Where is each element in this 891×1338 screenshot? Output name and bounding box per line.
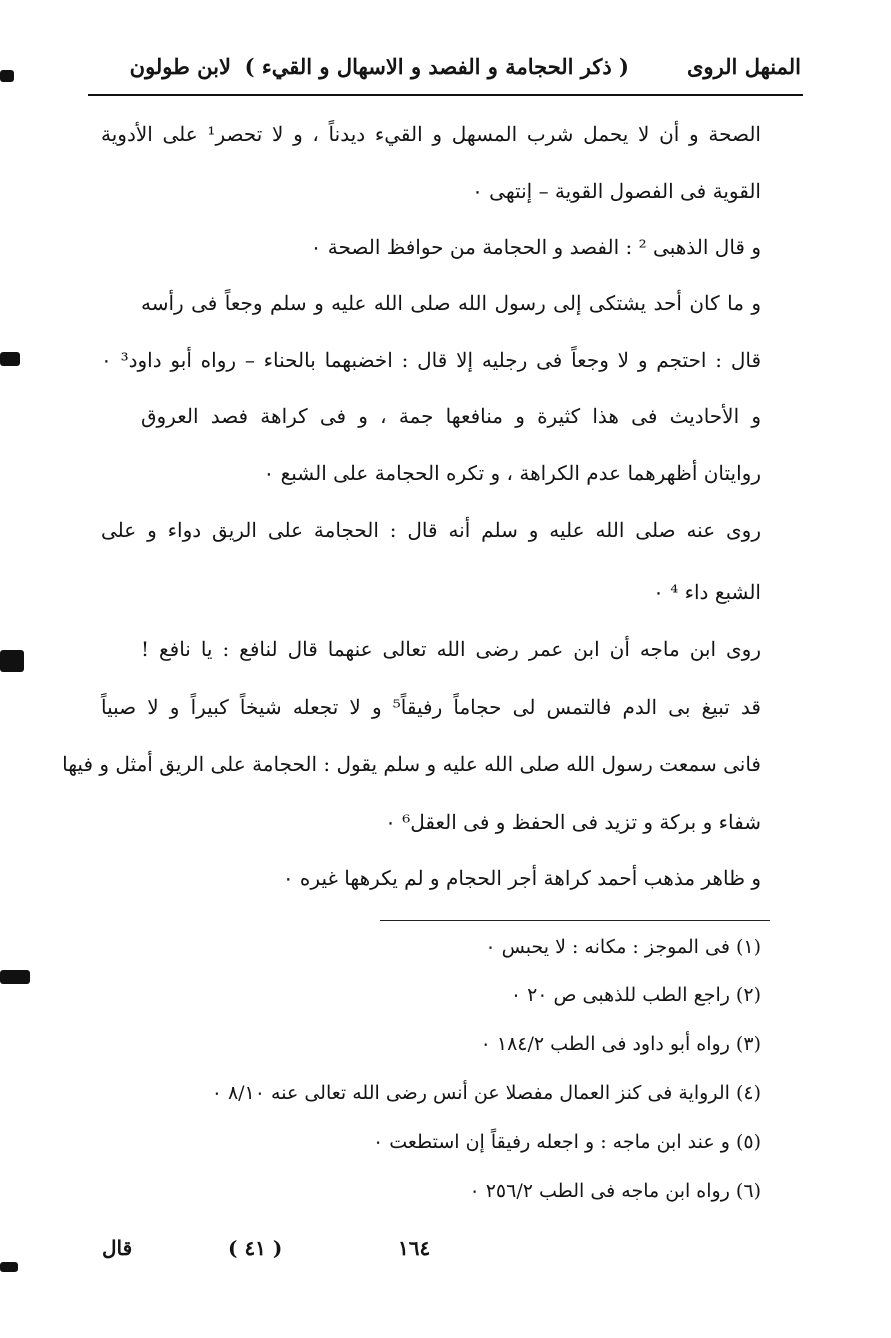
footnote: (٦) رواه ابن ماجه فى الطب ٢٥٦/٢ ٠ (469, 1180, 761, 1202)
book-title: المنهل الروى (686, 54, 801, 79)
scan-edge-mark (0, 650, 24, 672)
body-line: القوية فى الفصول القوية – إنتهى ٠ (472, 179, 761, 203)
footnote-divider (380, 920, 770, 921)
page-number: ١٦٤ (398, 1236, 431, 1260)
footnote: (٢) راجع الطب للذهبى ص ٢٠ ٠ (510, 984, 761, 1006)
body-line: و الأحاديث فى هذا كثيرة و منافعها جمة ، و فى كراهة فصد العروق (141, 404, 761, 428)
scan-edge-mark (0, 970, 30, 984)
body-line: قال : احتجم و لا وجعاً فى رجليه إلا قال : اخضبهما بالحناء – رواه أبو داود³ ٠ (101, 348, 762, 372)
footnote: (١) فى الموجز : مكانه : لا يحبس ٠ (485, 936, 761, 958)
body-line: و ظاهر مذهب أحمد كراهة أجر الحجام و لم يكرهها غيره ٠ (282, 866, 761, 890)
header-divider (88, 94, 803, 96)
author-name: لابن طولون (129, 54, 231, 79)
scan-edge-mark (0, 70, 14, 82)
catchword: قال (102, 1236, 133, 1260)
footnote: (٣) رواه أبو داود فى الطب ١٨٤/٢ ٠ (480, 1033, 761, 1055)
running-head (0, 48, 891, 88)
body-line: شفاء و بركة و تزيد فى الحفظ و فى العقل⁶ ٠ (385, 810, 761, 834)
signature-mark: ( ٤١ ) (228, 1236, 283, 1260)
footnote: (٤) الرواية فى كنز العمال مفصلا عن أنس رضى الله تعالى عنه ٨/١٠ ٠ (211, 1082, 761, 1104)
body-line: روى ابن ماجه أن ابن عمر رضى الله تعالى عنهما قال لنافع : يا نافع ! (141, 637, 761, 661)
section-topic: ( ذكر الحجامة و الفصد و الاسهال و القيء ) (244, 54, 629, 79)
body-line: روايتان أظهرهما عدم الكراهة ، و تكره الحجامة على الشبع ٠ (263, 461, 761, 485)
body-line: فانى سمعت رسول الله صلى الله عليه و سلم يقول : الحجامة على الريق أمثل و فيها (62, 752, 761, 776)
body-line: قد تبيغ بى الدم فالتمس لى حجاماً رفيقاً⁵ و لا تجعله شيخاً كبيراً و لا صبياً (101, 695, 761, 719)
body-line: روى عنه صلى الله عليه و سلم أنه قال : الحجامة على الريق دواء و على (101, 518, 761, 542)
body-line: الشبع داء ⁴ ٠ (653, 580, 761, 604)
scan-edge-mark (0, 352, 20, 366)
body-line: الصحة و أن لا يحمل شرب المسهل و القيء ديدناً ، و لا تحصر¹ على الأدوية (101, 122, 761, 146)
body-line: و قال الذهبى ² : الفصد و الحجامة من حوافظ الصحة ٠ (310, 235, 761, 259)
scan-edge-mark (0, 1262, 18, 1272)
body-line: و ما كان أحد يشتكى إلى رسول الله صلى الله عليه و سلم وجعاً فى رأسه (141, 291, 761, 315)
footnote: (٥) و عند ابن ماجه : و اجعله رفيقاً إن استطعت ٠ (372, 1131, 761, 1153)
